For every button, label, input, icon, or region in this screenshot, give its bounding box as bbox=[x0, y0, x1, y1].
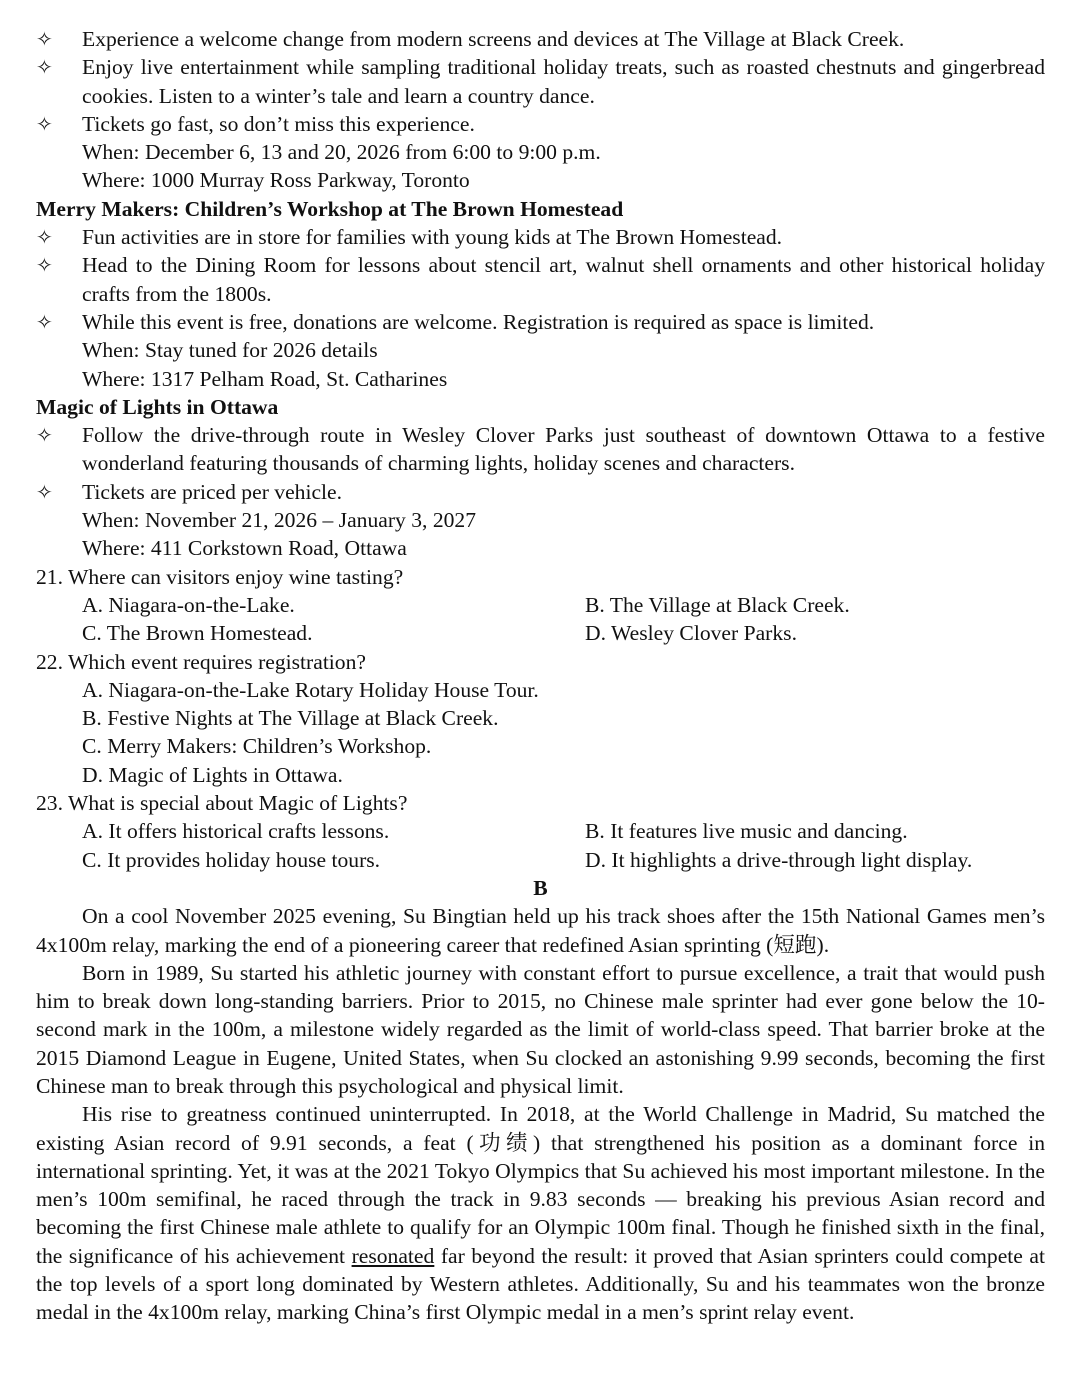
four-point-star-icon: ✧ bbox=[36, 55, 53, 80]
answer-option: A. It offers historical crafts lessons. bbox=[82, 819, 390, 844]
answer-option: C. Merry Makers: Children’s Workshop. bbox=[82, 734, 432, 759]
four-point-star-icon: ✧ bbox=[36, 111, 53, 136]
answer-option: B. It features live music and dancing. bbox=[585, 819, 908, 844]
four-point-star-icon: ✧ bbox=[36, 225, 53, 250]
event-detail: Where: 411 Corkstown Road, Ottawa bbox=[82, 536, 407, 561]
event-detail: When: November 21, 2026 – January 3, 2027 bbox=[82, 508, 477, 533]
four-point-star-icon: ✧ bbox=[36, 27, 53, 51]
answer-option: A. Niagara-on-the-Lake Rotary Holiday House Tour. bbox=[82, 677, 539, 702]
four-point-star-icon: ✧ bbox=[36, 423, 53, 448]
passage-paragraph bbox=[36, 1100, 1045, 1326]
answer-option: D. Wesley Clover Parks. bbox=[585, 621, 797, 646]
bullet-item bbox=[36, 478, 1045, 506]
answer-option: B. Festive Nights at The Village at Black Creek. bbox=[82, 706, 499, 731]
answer-option: A. Niagara-on-the-Lake. bbox=[82, 592, 295, 617]
event-detail: Where: 1317 Pelham Road, St. Catharines bbox=[82, 366, 448, 391]
answer-options-row bbox=[36, 619, 1045, 647]
bullet-item bbox=[36, 421, 1045, 478]
answer-options-row bbox=[36, 846, 1045, 874]
bullet-text: Experience a welcome change from modern screens and devices at The Village at Black Creek. bbox=[82, 27, 905, 51]
answer-option: B. The Village at Black Creek. bbox=[585, 592, 850, 617]
bullet-item bbox=[36, 308, 1045, 336]
four-point-star-icon: ✧ bbox=[36, 479, 53, 504]
event-detail: When: Stay tuned for 2026 details bbox=[82, 338, 378, 363]
bullet-text: While this event is free, donations are welcome. Registration is required as space is limited. bbox=[82, 309, 875, 334]
answer-options-row bbox=[36, 817, 1045, 845]
event-detail: When: December 6, 13 and 20, 2026 from 6:00 to 9:00 p.m. bbox=[82, 140, 601, 165]
question: 22. Which event requires registration? bbox=[36, 649, 366, 674]
bullet-item bbox=[36, 110, 1045, 138]
answer-option: D. It highlights a drive-through light display. bbox=[585, 847, 973, 872]
answer-option: C. The Brown Homestead. bbox=[82, 621, 313, 646]
bullet-item bbox=[36, 53, 1045, 110]
bullet-text: Follow the drive-through route in Wesley Clover Parks just southeast of downtown Ottawa to a festive wonderland featuring thousands of charming lights, holiday scenes and characters. bbox=[82, 423, 1045, 476]
bullet-text: Fun activities are in store for families with young kids at The Brown Homestead. bbox=[82, 225, 783, 250]
bullet-item bbox=[36, 251, 1045, 308]
bullet-text: Tickets go fast, so don’t miss this experience. bbox=[82, 111, 475, 136]
bullet-text: Tickets are priced per vehicle. bbox=[82, 479, 343, 504]
bullet-text: Head to the Dining Room for lessons about stencil art, walnut shell ornaments and other historical holiday crafts from the 1800s. bbox=[82, 253, 1045, 306]
bullet-item bbox=[36, 223, 1045, 251]
section-label: B bbox=[533, 875, 548, 900]
passage-paragraph: On a cool November 2025 evening, Su Bingtian held up his track shoes after the 15th National Games men’s 4x100m relay, marking the end of a pioneering career that redefined Asian sprinting (短跑). bbox=[36, 904, 1045, 957]
four-point-star-icon: ✧ bbox=[36, 309, 53, 334]
underlined-word: resonated bbox=[351, 1243, 435, 1268]
bullet-item bbox=[36, 25, 1045, 53]
exam-document bbox=[36, 25, 1045, 1327]
event-heading: Magic of Lights in Ottawa bbox=[36, 394, 279, 419]
event-detail: Where: 1000 Murray Ross Parkway, Toronto bbox=[82, 168, 470, 193]
bullet-text: Enjoy live entertainment while sampling traditional holiday treats, such as roasted chestnuts and gingerbread cookies. Listen to a winter’s tale and learn a country dance. bbox=[82, 55, 1045, 108]
question: 21. Where can visitors enjoy wine tasting? bbox=[36, 564, 404, 589]
answer-options-row bbox=[36, 591, 1045, 619]
event-heading: Merry Makers: Children’s Workshop at The Brown Homestead bbox=[36, 196, 624, 221]
paragraph-text: His rise to greatness continued uninterrupted. In 2018, at the World Challenge in Madrid, Su matched the existing Asian record of 9.91 seconds, a feat (功绩) that strengthened his position as a dominant force in international sprinting. Yet, it was at the 2021 Tokyo Olympics that Su achieved his most important milestone. In the men’s 100m semifinal, he raced through the track in 9.83 seconds — breaking his previous Asian record and becoming the first Chinese male athlete to qualify for an Olympic 100m final. Though he finished sixth in the final, the significance of his achievement bbox=[36, 1102, 1045, 1268]
paragraph-text: far beyond the result: it proved that Asian sprinters could compete at the top levels of a sport long dominated by Western athletes. Additionally, Su and his teammates won the bronze medal in the 4x100m relay, marking China’s first Olympic medal in a men’s sprint relay event. bbox=[36, 1243, 1045, 1325]
answer-option: C. It provides holiday house tours. bbox=[82, 847, 381, 872]
passage-paragraph: Born in 1989, Su started his athletic journey with constant effort to pursue excellence, a trait that would push him to break down long-standing barriers. Prior to 2015, no Chinese male sprinter had ever gone below the 10-second mark in the 100m, a milestone widely regarded as the limit of world-class speed. That barrier broke at the 2015 Diamond League in Eugene, United States, when Su clocked an astonishing 9.99 seconds, becoming the first Chinese man to break through this psychological and physical limit. bbox=[36, 960, 1045, 1098]
question: 23. What is special about Magic of Lights? bbox=[36, 791, 408, 816]
four-point-star-icon: ✧ bbox=[36, 253, 53, 278]
answer-option: D. Magic of Lights in Ottawa. bbox=[82, 762, 343, 787]
